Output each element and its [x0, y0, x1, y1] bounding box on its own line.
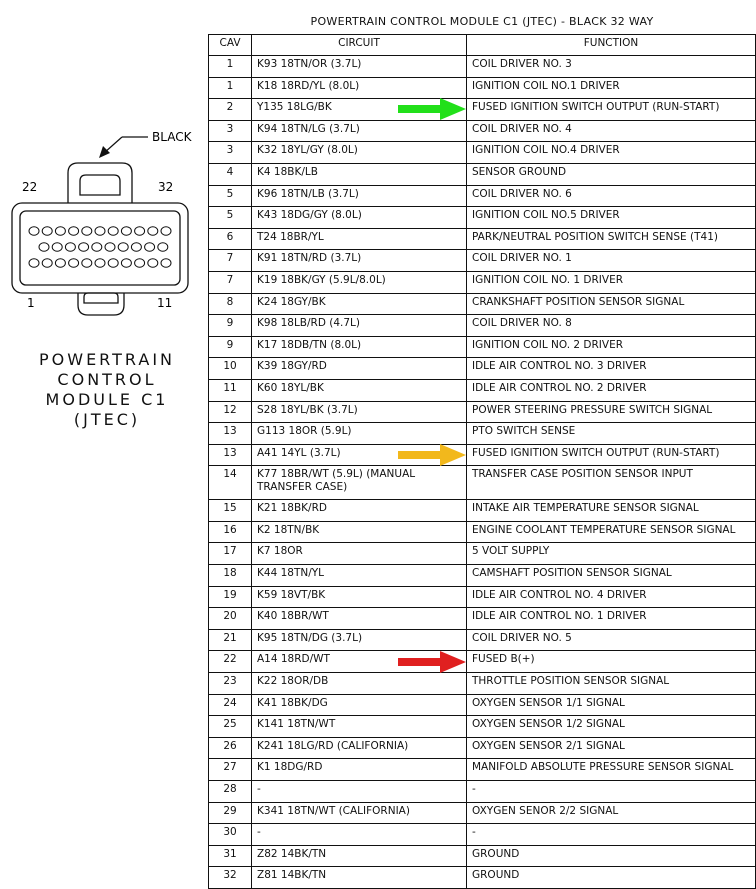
module-label-line: MODULE C1: [45, 390, 169, 409]
cav-cell: 27: [209, 759, 252, 781]
pin-hole: [65, 243, 75, 251]
function-cell: -: [467, 781, 756, 803]
circuit-cell: K341 18TN/WT (CALIFORNIA): [252, 802, 467, 824]
table-row: [209, 651, 756, 673]
function-cell: MANIFOLD ABSOLUTE PRESSURE SENSOR SIGNAL: [467, 759, 756, 781]
pin-label-1: 1: [27, 296, 35, 310]
pin-hole: [95, 259, 105, 267]
pin-hole: [42, 259, 52, 267]
table-row: [209, 99, 756, 121]
table-row: [209, 185, 756, 207]
cav-cell: 1: [209, 77, 252, 99]
table-row: [209, 867, 756, 889]
module-label-line: (JTEC): [73, 410, 141, 429]
pin-label-22: 22: [22, 180, 38, 194]
cav-cell: 12: [209, 401, 252, 423]
pin-hole: [135, 227, 145, 235]
pin-hole: [148, 227, 158, 235]
function-cell: OXYGEN SENOR 2/2 SIGNAL: [467, 802, 756, 824]
function-cell: COIL DRIVER NO. 6: [467, 185, 756, 207]
circuit-cell: K93 18TN/OR (3.7L): [252, 56, 467, 78]
function-cell: TRANSFER CASE POSITION SENSOR INPUT: [467, 466, 756, 500]
function-cell: GROUND: [467, 867, 756, 889]
cav-cell: 3: [209, 142, 252, 164]
circuit-cell: K7 18OR: [252, 543, 467, 565]
red-arrow-shape: [398, 651, 466, 673]
pin-hole: [158, 243, 168, 251]
function-cell: OXYGEN SENSOR 2/1 SIGNAL: [467, 737, 756, 759]
cav-cell: 15: [209, 500, 252, 522]
table-row: [209, 293, 756, 315]
circuit-cell: -: [252, 781, 467, 803]
circuit-cell: Z82 14BK/TN: [252, 845, 467, 867]
function-cell: ENGINE COOLANT TEMPERATURE SENSOR SIGNAL: [467, 521, 756, 543]
header-cav: CAV: [209, 35, 252, 56]
circuit-cell: T24 18BR/YL: [252, 228, 467, 250]
function-cell: COIL DRIVER NO. 5: [467, 629, 756, 651]
table-row: [209, 608, 756, 630]
cav-cell: 4: [209, 163, 252, 185]
circuit-cell: -: [252, 824, 467, 846]
function-cell: FUSED IGNITION SWITCH OUTPUT (RUN-START): [467, 444, 756, 466]
pin-hole: [29, 227, 39, 235]
function-cell: INTAKE AIR TEMPERATURE SENSOR SIGNAL: [467, 500, 756, 522]
function-cell: IGNITION COIL NO. 2 DRIVER: [467, 336, 756, 358]
table-header-row: [209, 35, 756, 56]
cav-cell: 7: [209, 271, 252, 293]
pin-hole: [29, 259, 39, 267]
circuit-cell: K32 18YL/GY (8.0L): [252, 142, 467, 164]
table-row: [209, 379, 756, 401]
pin-hole: [118, 243, 128, 251]
pin-hole: [39, 243, 49, 251]
function-cell: COIL DRIVER NO. 3: [467, 56, 756, 78]
table-row: [209, 120, 756, 142]
function-cell: SENSOR GROUND: [467, 163, 756, 185]
pin-hole: [55, 227, 65, 235]
table-row: [209, 586, 756, 608]
cav-cell: 23: [209, 673, 252, 695]
function-cell: FUSED IGNITION SWITCH OUTPUT (RUN-START): [467, 99, 756, 121]
circuit-cell: K43 18DG/GY (8.0L): [252, 207, 467, 229]
cav-cell: 6: [209, 228, 252, 250]
pin-hole: [145, 243, 155, 251]
function-cell: IGNITION COIL NO.1 DRIVER: [467, 77, 756, 99]
function-cell: CRANKSHAFT POSITION SENSOR SIGNAL: [467, 293, 756, 315]
cav-cell: 29: [209, 802, 252, 824]
green-arrow-shape: [398, 98, 466, 120]
header-circuit: CIRCUIT: [252, 35, 467, 56]
function-cell: IDLE AIR CONTROL NO. 2 DRIVER: [467, 379, 756, 401]
cav-cell: 25: [209, 716, 252, 738]
pin-hole: [82, 227, 92, 235]
table-row: [209, 315, 756, 337]
table-title: POWERTRAIN CONTROL MODULE C1 (JTEC) - BLACK 32 WAY: [310, 15, 654, 28]
circuit-cell: K95 18TN/DG (3.7L): [252, 629, 467, 651]
cav-cell: 11: [209, 379, 252, 401]
circuit-cell: K44 18TN/YL: [252, 565, 467, 587]
circuit-cell: A41 14YL (3.7L): [252, 444, 467, 466]
cav-cell: 9: [209, 336, 252, 358]
function-cell: COIL DRIVER NO. 1: [467, 250, 756, 272]
cav-cell: 24: [209, 694, 252, 716]
cav-cell: 32: [209, 867, 252, 889]
pin-hole: [95, 227, 105, 235]
pin-label-11: 11: [157, 296, 173, 310]
circuit-cell: K94 18TN/LG (3.7L): [252, 120, 467, 142]
table-body: [209, 56, 756, 889]
function-cell: -: [467, 824, 756, 846]
function-cell: 5 VOLT SUPPLY: [467, 543, 756, 565]
cav-cell: 26: [209, 737, 252, 759]
table-row: [209, 142, 756, 164]
connector-pointer-arrow: [99, 137, 148, 158]
module-label-line: POWERTRAIN: [39, 350, 175, 369]
table-row: [209, 629, 756, 651]
cav-cell: 13: [209, 444, 252, 466]
circuit-cell: K41 18BK/DG: [252, 694, 467, 716]
connector-color-label: BLACK: [152, 130, 192, 144]
cav-cell: 28: [209, 781, 252, 803]
pin-hole: [148, 259, 158, 267]
circuit-cell: S28 18YL/BK (3.7L): [252, 401, 467, 423]
circuit-cell: K1 18DG/RD: [252, 759, 467, 781]
circuit-cell: K19 18BK/GY (5.9L/8.0L): [252, 271, 467, 293]
table-row: [209, 716, 756, 738]
cav-cell: 8: [209, 293, 252, 315]
pin-label-32: 32: [158, 180, 174, 194]
circuit-cell: K4 18BK/LB: [252, 163, 467, 185]
function-cell: IDLE AIR CONTROL NO. 4 DRIVER: [467, 586, 756, 608]
circuit-cell: K22 18OR/DB: [252, 673, 467, 695]
cav-cell: 5: [209, 207, 252, 229]
pin-hole: [79, 243, 89, 251]
cav-cell: 31: [209, 845, 252, 867]
table-row: [209, 466, 756, 500]
module-label: [22, 350, 192, 430]
table-row: [209, 759, 756, 781]
table-row: [209, 824, 756, 846]
function-cell: OXYGEN SENSOR 1/2 SIGNAL: [467, 716, 756, 738]
table-row: [209, 845, 756, 867]
pin-hole: [42, 227, 52, 235]
cav-cell: 14: [209, 466, 252, 500]
function-cell: OXYGEN SENSOR 1/1 SIGNAL: [467, 694, 756, 716]
red-arrow-icon: [398, 651, 466, 673]
pin-hole: [69, 259, 79, 267]
table-row: [209, 423, 756, 445]
table-row: [209, 673, 756, 695]
table-row: [209, 737, 756, 759]
cav-cell: 5: [209, 185, 252, 207]
table-row: [209, 565, 756, 587]
circuit-cell: K18 18RD/YL (8.0L): [252, 77, 467, 99]
circuit-cell: K39 18GY/RD: [252, 358, 467, 380]
cav-cell: 17: [209, 543, 252, 565]
function-cell: CAMSHAFT POSITION SENSOR SIGNAL: [467, 565, 756, 587]
circuit-cell: K59 18VT/BK: [252, 586, 467, 608]
circuit-cell: Z81 14BK/TN: [252, 867, 467, 889]
table-row: [209, 781, 756, 803]
pin-hole: [108, 259, 118, 267]
connector-diagram: [0, 125, 200, 325]
cav-cell: 16: [209, 521, 252, 543]
circuit-cell: K96 18TN/LB (3.7L): [252, 185, 467, 207]
function-cell: PARK/NEUTRAL POSITION SWITCH SENSE (T41): [467, 228, 756, 250]
circuit-cell: Y135 18LG/BK: [252, 99, 467, 121]
pin-hole: [92, 243, 102, 251]
header-function: FUNCTION: [467, 35, 756, 56]
pin-hole: [108, 227, 118, 235]
table-row: [209, 802, 756, 824]
cav-cell: 22: [209, 651, 252, 673]
pin-hole: [82, 259, 92, 267]
table-row: [209, 250, 756, 272]
function-cell: IGNITION COIL NO. 1 DRIVER: [467, 271, 756, 293]
cav-cell: 20: [209, 608, 252, 630]
pinout-table: [208, 34, 756, 889]
table-row: [209, 336, 756, 358]
function-cell: POWER STEERING PRESSURE SWITCH SIGNAL: [467, 401, 756, 423]
circuit-cell: K141 18TN/WT: [252, 716, 467, 738]
circuit-cell: K60 18YL/BK: [252, 379, 467, 401]
module-label-line: CONTROL: [57, 370, 157, 389]
circuit-cell: K98 18LB/RD (4.7L): [252, 315, 467, 337]
circuit-cell: G113 18OR (5.9L): [252, 423, 467, 445]
function-cell: IDLE AIR CONTROL NO. 1 DRIVER: [467, 608, 756, 630]
pin-hole: [69, 227, 79, 235]
cav-cell: 2: [209, 99, 252, 121]
cav-cell: 7: [209, 250, 252, 272]
circuit-cell: K241 18LG/RD (CALIFORNIA): [252, 737, 467, 759]
table-row: [209, 401, 756, 423]
table-row: [209, 56, 756, 78]
pin-hole: [131, 243, 141, 251]
connector-pin-holes: [29, 227, 171, 267]
pin-hole: [161, 259, 171, 267]
cav-cell: 13: [209, 423, 252, 445]
circuit-cell: K40 18BR/WT: [252, 608, 467, 630]
cav-cell: 3: [209, 120, 252, 142]
green-arrow-icon: [398, 98, 466, 120]
function-cell: IDLE AIR CONTROL NO. 3 DRIVER: [467, 358, 756, 380]
table-row: [209, 358, 756, 380]
table-row: [209, 521, 756, 543]
pin-hole: [135, 259, 145, 267]
cav-cell: 18: [209, 565, 252, 587]
table-row: [209, 500, 756, 522]
pin-hole: [121, 259, 131, 267]
table-row: [209, 163, 756, 185]
circuit-cell: K17 18DB/TN (8.0L): [252, 336, 467, 358]
circuit-cell: A14 18RD/WT: [252, 651, 467, 673]
table-row: [209, 444, 756, 466]
cav-cell: 9: [209, 315, 252, 337]
table-row: [209, 77, 756, 99]
cav-cell: 1: [209, 56, 252, 78]
table-row: [209, 207, 756, 229]
yellow-arrow-icon: [398, 444, 466, 466]
cav-cell: 30: [209, 824, 252, 846]
function-cell: GROUND: [467, 845, 756, 867]
circuit-cell: K77 18BR/WT (5.9L) (MANUAL TRANSFER CASE): [252, 466, 467, 500]
circuit-cell: K91 18TN/RD (3.7L): [252, 250, 467, 272]
function-cell: THROTTLE POSITION SENSOR SIGNAL: [467, 673, 756, 695]
table-row: [209, 228, 756, 250]
pin-hole: [52, 243, 62, 251]
pin-hole: [161, 227, 171, 235]
cav-cell: 19: [209, 586, 252, 608]
function-cell: IGNITION COIL NO.5 DRIVER: [467, 207, 756, 229]
cav-cell: 21: [209, 629, 252, 651]
function-cell: COIL DRIVER NO. 8: [467, 315, 756, 337]
function-cell: IGNITION COIL NO.4 DRIVER: [467, 142, 756, 164]
yellow-arrow-shape: [398, 444, 466, 466]
function-cell: COIL DRIVER NO. 4: [467, 120, 756, 142]
pin-hole: [105, 243, 115, 251]
table-row: [209, 543, 756, 565]
pin-hole: [121, 227, 131, 235]
table-row: [209, 694, 756, 716]
circuit-cell: K2 18TN/BK: [252, 521, 467, 543]
cav-cell: 10: [209, 358, 252, 380]
function-cell: PTO SWITCH SENSE: [467, 423, 756, 445]
pin-hole: [55, 259, 65, 267]
circuit-cell: K24 18GY/BK: [252, 293, 467, 315]
table-row: [209, 271, 756, 293]
circuit-cell: K21 18BK/RD: [252, 500, 467, 522]
function-cell: FUSED B(+): [467, 651, 756, 673]
